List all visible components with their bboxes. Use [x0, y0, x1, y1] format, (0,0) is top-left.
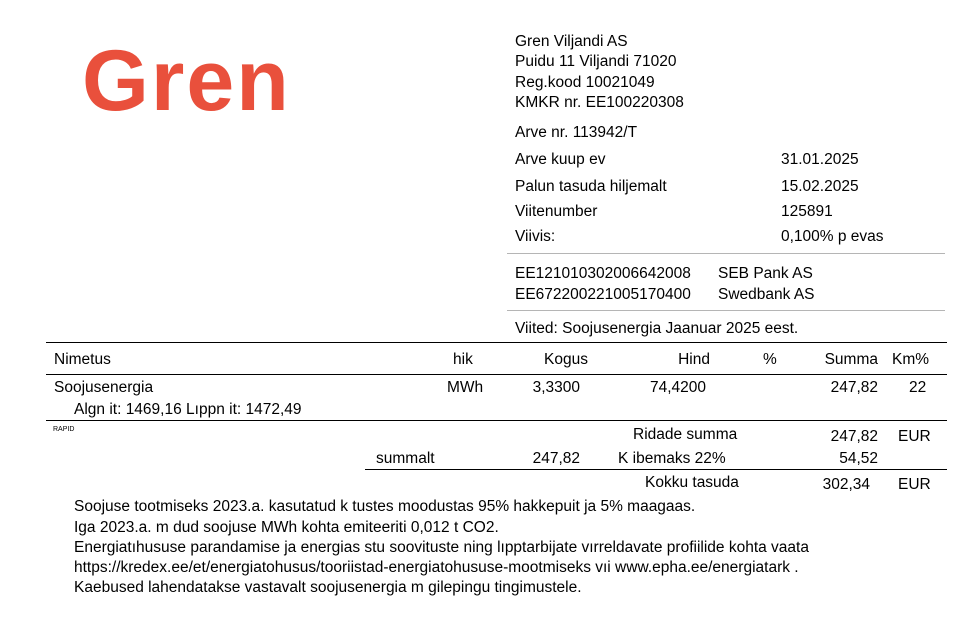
rows-sum-currency: EUR: [898, 428, 931, 445]
divider: [507, 310, 945, 311]
vat-label: K ibemaks 22%: [618, 450, 726, 467]
gren-logo-icon: [82, 34, 372, 124]
reference-number-value: 125891: [781, 203, 833, 220]
company-logo: [82, 34, 372, 124]
company-vat-number: KMKR nr. EE100220308: [515, 94, 684, 111]
divider: [507, 253, 945, 254]
invoice-number: Arve nr. 113942/T: [515, 124, 638, 141]
header-unit: hik: [453, 351, 473, 368]
invoice-date-label: Arve kuup ev: [515, 151, 606, 168]
row-sum: 247,82: [830, 379, 878, 396]
due-date-value: 15.02.2025: [781, 178, 859, 195]
footer-tag: RAPID: [53, 426, 75, 433]
bank-name-1: SEB Pank AS: [718, 265, 813, 282]
reference-number-label: Viitenumber: [515, 203, 598, 220]
summary-label: summalt: [376, 450, 435, 467]
note-line-3: Energiatıhususe parandamise ja energias stu soovituste ning lıpptarbijate vırreldavate profiilide kohta vaata: [74, 539, 809, 556]
row-vat: 22: [909, 379, 927, 396]
header-vat: Km%: [892, 351, 930, 368]
total-value: 302,34: [822, 476, 870, 493]
row-quantity: 3,3300: [532, 379, 580, 396]
due-date-label: Palun tasuda hiljemalt: [515, 178, 667, 195]
header-discount: %: [763, 351, 777, 368]
rows-sum-value: 247,82: [830, 428, 878, 445]
company-reg-code: Reg.kood 10021049: [515, 74, 655, 91]
summary-value: 247,82: [532, 450, 580, 467]
totals-divider: [365, 469, 947, 470]
total-currency: EUR: [898, 476, 931, 493]
penalty-label: Viivis:: [515, 228, 556, 245]
note-line-1: Soojuse tootmiseks 2023.a. kasutatud k tustes moodustas 95% hakkepuit ja 5% maagaas.: [74, 498, 696, 515]
penalty-value: 0,100% p evas: [781, 228, 884, 245]
reference-text: Viited: Soojusenergia Jaanuar 2025 eest.: [515, 320, 799, 337]
header-name: Nimetus: [54, 351, 111, 368]
vat-value: 54,52: [839, 450, 878, 467]
header-price: Hind: [678, 351, 710, 368]
company-name: Gren Viljandi AS: [515, 33, 628, 50]
header-quantity: Kogus: [544, 351, 588, 368]
note-line-5: Kaebused lahendatakse vastavalt soojusenergia m gilepingu tingimustele.: [74, 579, 582, 596]
rows-sum-label: Ridade summa: [633, 426, 738, 443]
table-header-border: [46, 374, 947, 375]
company-address: Puidu 11 Viljandi 71020: [515, 53, 677, 70]
invoice-date-value: 31.01.2025: [781, 151, 859, 168]
logo-wordmark: Gren: [82, 34, 291, 124]
row-price: 74,4200: [649, 379, 706, 396]
table-top-border: [46, 342, 947, 343]
bank-iban-1: EE121010302006642008: [515, 265, 691, 282]
header-sum: Summa: [824, 351, 878, 368]
table-bottom-border: [46, 420, 947, 421]
total-label: Kokku tasuda: [645, 474, 739, 491]
row-name: Soojusenergia: [54, 379, 154, 396]
note-line-4: https://kredex.ee/et/energiatohusus/tooriistad-energiatohususe-mootmiseks vıi www.epha.ee/energiatark .: [74, 559, 799, 576]
row-detail: Algn it: 1469,16 Lıppn it: 1472,49: [74, 401, 302, 418]
bank-iban-2: EE672200221005170400: [515, 286, 691, 303]
note-line-2: Iga 2023.a. m dud soojuse MWh kohta emiteeriti 0,012 t CO2.: [74, 519, 499, 536]
row-unit: MWh: [447, 379, 484, 396]
bank-name-2: Swedbank AS: [718, 286, 815, 303]
